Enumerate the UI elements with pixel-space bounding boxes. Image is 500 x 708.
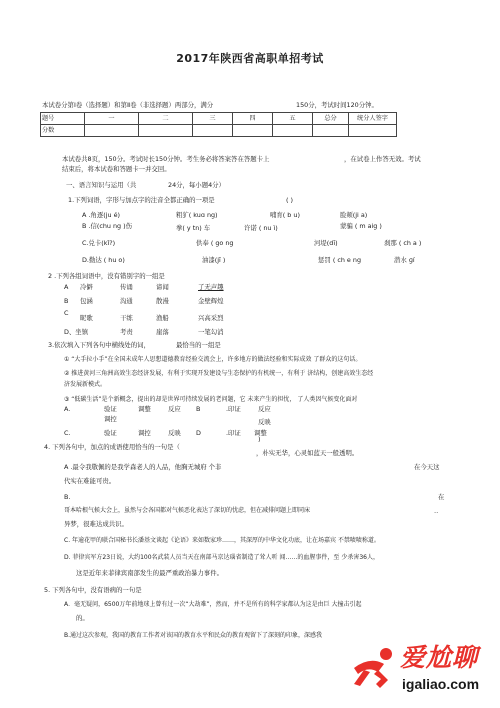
q2-option-b: 金壁辉煌: [198, 297, 224, 305]
notice-line1-right: ，在试卷上作答无效。考试: [344, 155, 421, 163]
q2-option-c: C: [64, 309, 69, 317]
q2-option-a: 谛闻: [156, 283, 169, 291]
q1-option-b: 蒙骗 ( m aig ): [340, 222, 382, 230]
exam-title: 2017年陕西省高职单招考试: [176, 52, 324, 65]
score-table-score-row: [41, 125, 397, 137]
score-header-cell: 总分: [313, 113, 349, 125]
score-header-cell: 五: [273, 113, 313, 125]
q4-option-a-cont: 代实在难能可贵。: [64, 477, 116, 485]
q1-option-a: 脸颊(ji a): [340, 211, 368, 219]
section1-heading-a: 一、语言知识与运用（共: [66, 181, 137, 189]
q1-option-a: 哺育( b u): [270, 211, 300, 219]
q3-option-d: .印证: [226, 429, 241, 437]
q2-option-b: B: [64, 297, 69, 305]
watermark-url: igaliao.com: [402, 676, 480, 692]
q4-option-b-right: 在: [438, 493, 445, 501]
q2-option-c: 昵歌: [80, 314, 93, 322]
q4-stem-a: 4. 下列各句中，加点的成语使用恰当的一句是（: [44, 443, 180, 451]
score-header-cell: 一: [85, 113, 139, 125]
score-cell[interactable]: [233, 125, 273, 137]
q5-option-a: A．毫无疑问，6500万年前地球上曾有过一次“大劫难”，然而，并不是所有的科学家都认为这是由巨 大撞击引起: [64, 601, 362, 608]
q3-option-d: 调整: [254, 429, 267, 437]
q1-option-c: C.兑卡(kǐ?): [82, 239, 116, 247]
q3-option-b2: 反映: [258, 418, 271, 426]
q3-option-c: 验证: [104, 429, 117, 437]
q1-option-d: D.勤达 ( hu o): [82, 256, 125, 264]
exam-intro-right: 150分，考试时间120分钟。: [296, 101, 378, 109]
score-header-cell: 二: [139, 113, 193, 125]
q2-option-d: 一笔勾消: [198, 328, 224, 336]
q3-option-c: 反映: [168, 429, 181, 437]
exam-intro-left: 本试卷分第Ⅰ卷（选择题）和第Ⅱ卷（非选择题）两部分，满分: [42, 101, 214, 109]
q2-option-a: 传诵: [120, 283, 133, 291]
q4-option-d-cont: 这是近年来菲律宾南部发生的最严重政治暴力事件。: [76, 569, 223, 577]
q5-option-a-cont: 的。: [76, 614, 89, 622]
q2-option-a: 了无声趣: [198, 283, 224, 291]
score-header-cell: 统分人签字: [349, 113, 397, 125]
q4-option-c: C. 年逾花甲的联合国秘书长潘基文谈起《论语》来如数家珍……，其深厚的中华文化功底，让在场嘉宾 不禁啧啧称道。: [64, 537, 380, 544]
q3-sentence-3: ③ “低碳生活”是个新概念，提出的却是世界可持续发展的老问题，它 未来产生的担忧， 了人类因气候变化面对: [64, 396, 358, 403]
q3-option-c: C.: [64, 429, 71, 437]
q2-option-a: A: [64, 283, 69, 291]
q5-stem: 5. 下列各句中，没有语病的一句是: [44, 586, 142, 594]
q1-option-c: 河堤(dī): [314, 239, 338, 247]
score-cell[interactable]: [139, 125, 193, 137]
q1-option-d: 潜水 ɡí: [394, 256, 415, 264]
q3-option-b: 反应: [258, 405, 271, 413]
q1-option-a: A .角逐(ju é): [82, 211, 120, 219]
q4-option-a: A .最令我敬佩的是我学森老人的人品，他胸无城府 个非: [64, 463, 222, 471]
q3-option-a: 调整: [138, 405, 151, 413]
q4-option-b: 哥本哈根气候大会上，虽然与会各国都对气候恶化表达了深切的忧虑，但在减排问题上即同床: [64, 507, 311, 514]
q2-stem: 2 .下列各组词语中，没有错别字的一组是: [48, 272, 165, 280]
notice-line2: 结束后，将本试卷和答题卡一并交回。: [62, 165, 171, 173]
q2-option-d: D、坐镇: [64, 328, 89, 336]
score-table: [40, 112, 397, 137]
q1-option-d: 油漆(jī ): [202, 256, 226, 264]
q1-option-d: 惩罚 ( ch e ng: [318, 256, 362, 264]
score-cell[interactable]: [349, 125, 397, 137]
score-header-cell: 三: [193, 113, 233, 125]
q1-option-b: B .信(chu ng )伤: [82, 222, 132, 230]
q4-option-b-label: B.: [64, 493, 71, 501]
q3-option-d: D: [196, 429, 201, 437]
q1-option-a: 粗犷( kuɑ ng): [176, 211, 218, 219]
section1-heading-b: 24分，每小题4分）: [168, 181, 225, 189]
score-header-cell: 四: [233, 113, 273, 125]
q3-option-a: 反应: [168, 405, 181, 413]
score-cell[interactable]: [313, 125, 349, 137]
watermark-brand: 爱尬聊: [400, 643, 479, 672]
q3-stem-a: 3.依次填入下列各句中横线处的词，: [48, 341, 150, 349]
q2-option-b: 沟通: [120, 297, 133, 305]
q3-sentence-2a: ② 推进黄河三角洲高效生态经济发展，有利于实现开发建设与生态保护的有机统一，有利于 济结构，创建高效生态经: [64, 370, 374, 377]
q5-option-b: B.通过这次参观，我国的教育工作者对该国的教育水平和民众的教育观留下了深刻的印象，深感我: [64, 632, 323, 639]
score-cell[interactable]: [273, 125, 313, 137]
q4-option-d: D. 菲律宾军方23日说，大约100名武装人员当天在南部马京达瑙省制造了耸人听 闻……的血腥事件，至 少杀害36人，: [64, 554, 379, 561]
q2-option-c: 干练: [120, 314, 133, 322]
score-row-label: 分数: [41, 125, 85, 137]
q2-option-b: 包涵: [80, 297, 93, 305]
q4-option-a-right: 在今天这: [414, 463, 440, 471]
q2-option-d: 考责: [120, 328, 133, 336]
q3-close-paren: ): [258, 435, 261, 443]
q2-option-c: 渔船: [156, 314, 169, 322]
notice-line1-left: 本试卷共8页，150分。考试时长150分钟。考生务必将答案答在答题卡上: [62, 155, 270, 163]
q3-sentence-1: ① “大手拉小手”在全国未成年人思想道德教育经验交流会上，许多地方的做法经验和实际成效 了群众的这句话。: [64, 356, 362, 363]
runner-icon: [348, 646, 402, 690]
q3-option-a: 验证: [104, 405, 117, 413]
q3-option-b: B: [196, 405, 201, 413]
q3-option-a2: 调控: [104, 415, 117, 423]
q1-option-b: 许诺 ( nu ì): [244, 224, 278, 232]
q4-option-b-cont: 异梦，很难达成共识。: [64, 520, 128, 528]
q1-option-c: 供奉 ( go ng: [196, 239, 234, 247]
q3-option-c: 调控: [138, 429, 151, 437]
q1-option-c: 刹那 ( ch a ): [384, 239, 422, 247]
score-cell[interactable]: [85, 125, 139, 137]
score-header-cell: 题号: [41, 113, 85, 125]
q3-sentence-2b: 济发展新模式。: [64, 381, 107, 388]
q3-option-b: .印证: [226, 405, 241, 413]
score-cell[interactable]: [193, 125, 233, 137]
q2-option-b: 散漫: [156, 297, 169, 305]
q4-stem-b: ，朴实无华，心灵如蓝天一般透明。: [256, 449, 359, 457]
q4-option-b-dots: ‥: [434, 507, 439, 515]
q2-option-d: 崖落: [156, 328, 169, 336]
score-table-header-row: [41, 113, 397, 125]
watermark-logo: [348, 640, 498, 704]
q2-option-a: 冷僻: [80, 283, 93, 291]
q2-option-c: 兴高采烈: [198, 314, 224, 322]
q1-option-b: 拳( y tn) 车: [176, 224, 211, 232]
q3-option-a: A.: [64, 405, 71, 413]
q1-stem: 1.下列词语，字形与加点字的注音全都正确的一项是: [68, 196, 215, 204]
q1-paren: ( ): [286, 196, 294, 204]
q3-stem-b: 最恰当的一组是: [176, 341, 221, 349]
